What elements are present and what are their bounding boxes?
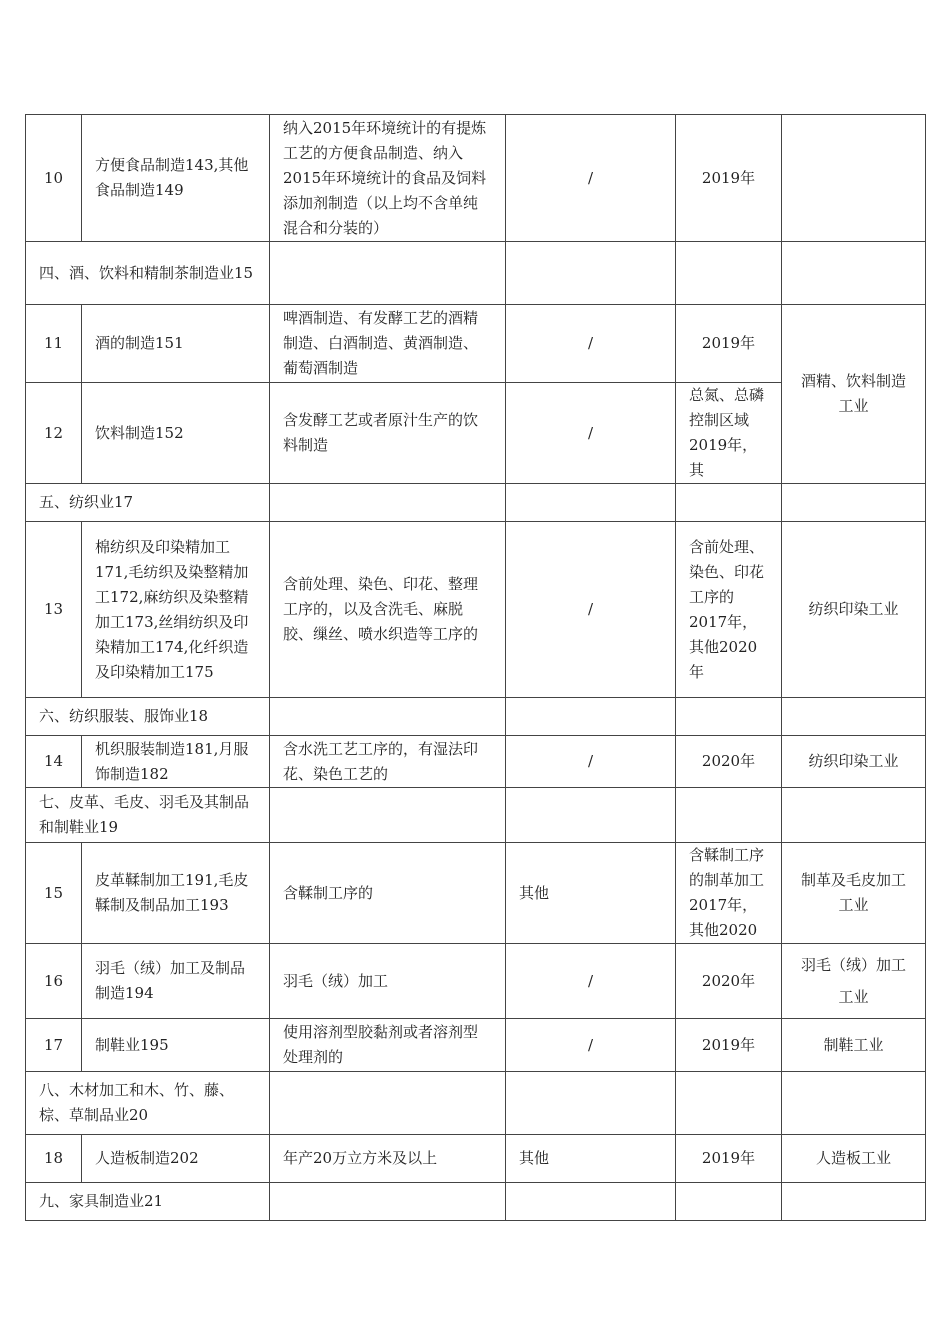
- row-number: 14: [26, 736, 82, 788]
- category-cell: 酒的制造151: [82, 305, 270, 383]
- scope-cell: 使用溶剂型胶黏剂或者溶剂型处理剂的: [270, 1019, 506, 1072]
- region-cell: /: [506, 736, 676, 788]
- section-row: [26, 484, 926, 522]
- category-cell: 羽毛（绒）加工及制品制造194: [82, 944, 270, 1019]
- section-title: 九、家具制造业21: [26, 1183, 270, 1221]
- year-cell: 2019年: [676, 115, 782, 242]
- scope-cell: 羽毛（绒）加工: [270, 944, 506, 1019]
- table-row: [26, 736, 926, 788]
- section-row: [26, 1183, 926, 1221]
- year-cell: 2019年: [676, 1019, 782, 1072]
- region-cell: /: [506, 944, 676, 1019]
- year-cell: 总氮、总磷控制区域2019年，其: [676, 383, 782, 484]
- scope-cell: 纳入2015年环境统计的有提炼工艺的方便食品制造、纳入2015年环境统计的食品及饲料添加剂制造（以上均不含单纯混合和分装的）: [270, 115, 506, 242]
- region-cell: /: [506, 115, 676, 242]
- category-text: 机织服装制造181,月服饰制造182: [95, 739, 249, 783]
- row-number: 13: [26, 522, 82, 698]
- category-cell: 方便食品制造143,其他食品制造149: [82, 115, 270, 242]
- region-cell: 其他: [506, 1135, 676, 1183]
- year-cell: 2019年: [676, 305, 782, 383]
- category-cell: 人造板制造202: [82, 1135, 270, 1183]
- section-title: 五、纺织业17: [26, 484, 270, 522]
- section-row: [26, 242, 926, 305]
- industry-cell: 制革及毛皮加工工业: [782, 843, 926, 944]
- year-cell: 2019年: [676, 1135, 782, 1183]
- table-row: [26, 1019, 926, 1072]
- section-title: 八、木材加工和木、竹、藤、棕、草制品业20: [26, 1072, 270, 1135]
- section-title: 六、纺织服装、服饰业18: [26, 698, 270, 736]
- section-row: [26, 1072, 926, 1135]
- year-cell: 含鞣制工序的制革加工2017年，其他2020: [676, 843, 782, 944]
- table-row: [26, 305, 926, 383]
- category-cell: 制鞋业195: [82, 1019, 270, 1072]
- region-cell: /: [506, 383, 676, 484]
- industry-cell: 制鞋工业: [782, 1019, 926, 1072]
- row-number: 16: [26, 944, 82, 1019]
- row-number: 11: [26, 305, 82, 383]
- industry-cell: 纺织印染工业: [782, 736, 926, 788]
- scope-cell: 含前处理、染色、印花、整理工序的，以及含洗毛、麻脱胶、缫丝、喷水织造等工序的: [270, 522, 506, 698]
- category-cell: 棉纺织及印染精加工171,毛纺织及染整精加工172,麻纺织及染整精加工173,丝绢纺织及印染精加工174,化纤织造及印染精加工175: [82, 522, 270, 698]
- year-cell: 2020年: [676, 944, 782, 1019]
- region-cell: 其他: [506, 843, 676, 944]
- industry-cell: [782, 115, 926, 242]
- category-cell: [82, 736, 270, 788]
- scope-cell: 啤酒制造、有发酵工艺的酒精制造、白酒制造、黄酒制造、葡萄酒制造: [270, 305, 506, 383]
- row-number: 17: [26, 1019, 82, 1072]
- section-row: [26, 788, 926, 843]
- scope-cell: 年产20万立方米及以上: [270, 1135, 506, 1183]
- category-cell: 皮革鞣制加工191,毛皮鞣制及制品加工193: [82, 843, 270, 944]
- scope-cell: 含水洗工艺工序的，有湿法印花、染色工艺的: [270, 736, 506, 788]
- industry-cell: 酒精、饮料制造工业: [782, 305, 926, 484]
- row-number: 18: [26, 1135, 82, 1183]
- row-number: 15: [26, 843, 82, 944]
- row-number: 12: [26, 383, 82, 484]
- year-cell: 含前处理、染色、印花工序的2017年，其他2020年: [676, 522, 782, 698]
- table-row: [26, 522, 926, 698]
- table-row: [26, 115, 926, 242]
- section-row: [26, 698, 926, 736]
- table-row: [26, 944, 926, 1019]
- table-row: [26, 1135, 926, 1183]
- table-row: [26, 843, 926, 944]
- scope-cell: 含发酵工艺或者原汁生产的饮料制造: [270, 383, 506, 484]
- section-title: 四、酒、饮料和精制茶制造业15: [26, 242, 270, 305]
- category-cell: 饮料制造152: [82, 383, 270, 484]
- region-cell: /: [506, 1019, 676, 1072]
- industry-cell: 羽毛（绒）加工工业: [782, 944, 926, 1019]
- industry-cell: 人造板工业: [782, 1135, 926, 1183]
- row-number: 10: [26, 115, 82, 242]
- scope-cell: 含鞣制工序的: [270, 843, 506, 944]
- region-cell: /: [506, 305, 676, 383]
- region-cell: /: [506, 522, 676, 698]
- section-title: 七、皮革、毛皮、羽毛及其制品和制鞋业19: [26, 788, 270, 843]
- year-cell: 2020年: [676, 736, 782, 788]
- industry-table: [25, 114, 926, 1221]
- industry-cell: 纺织印染工业: [782, 522, 926, 698]
